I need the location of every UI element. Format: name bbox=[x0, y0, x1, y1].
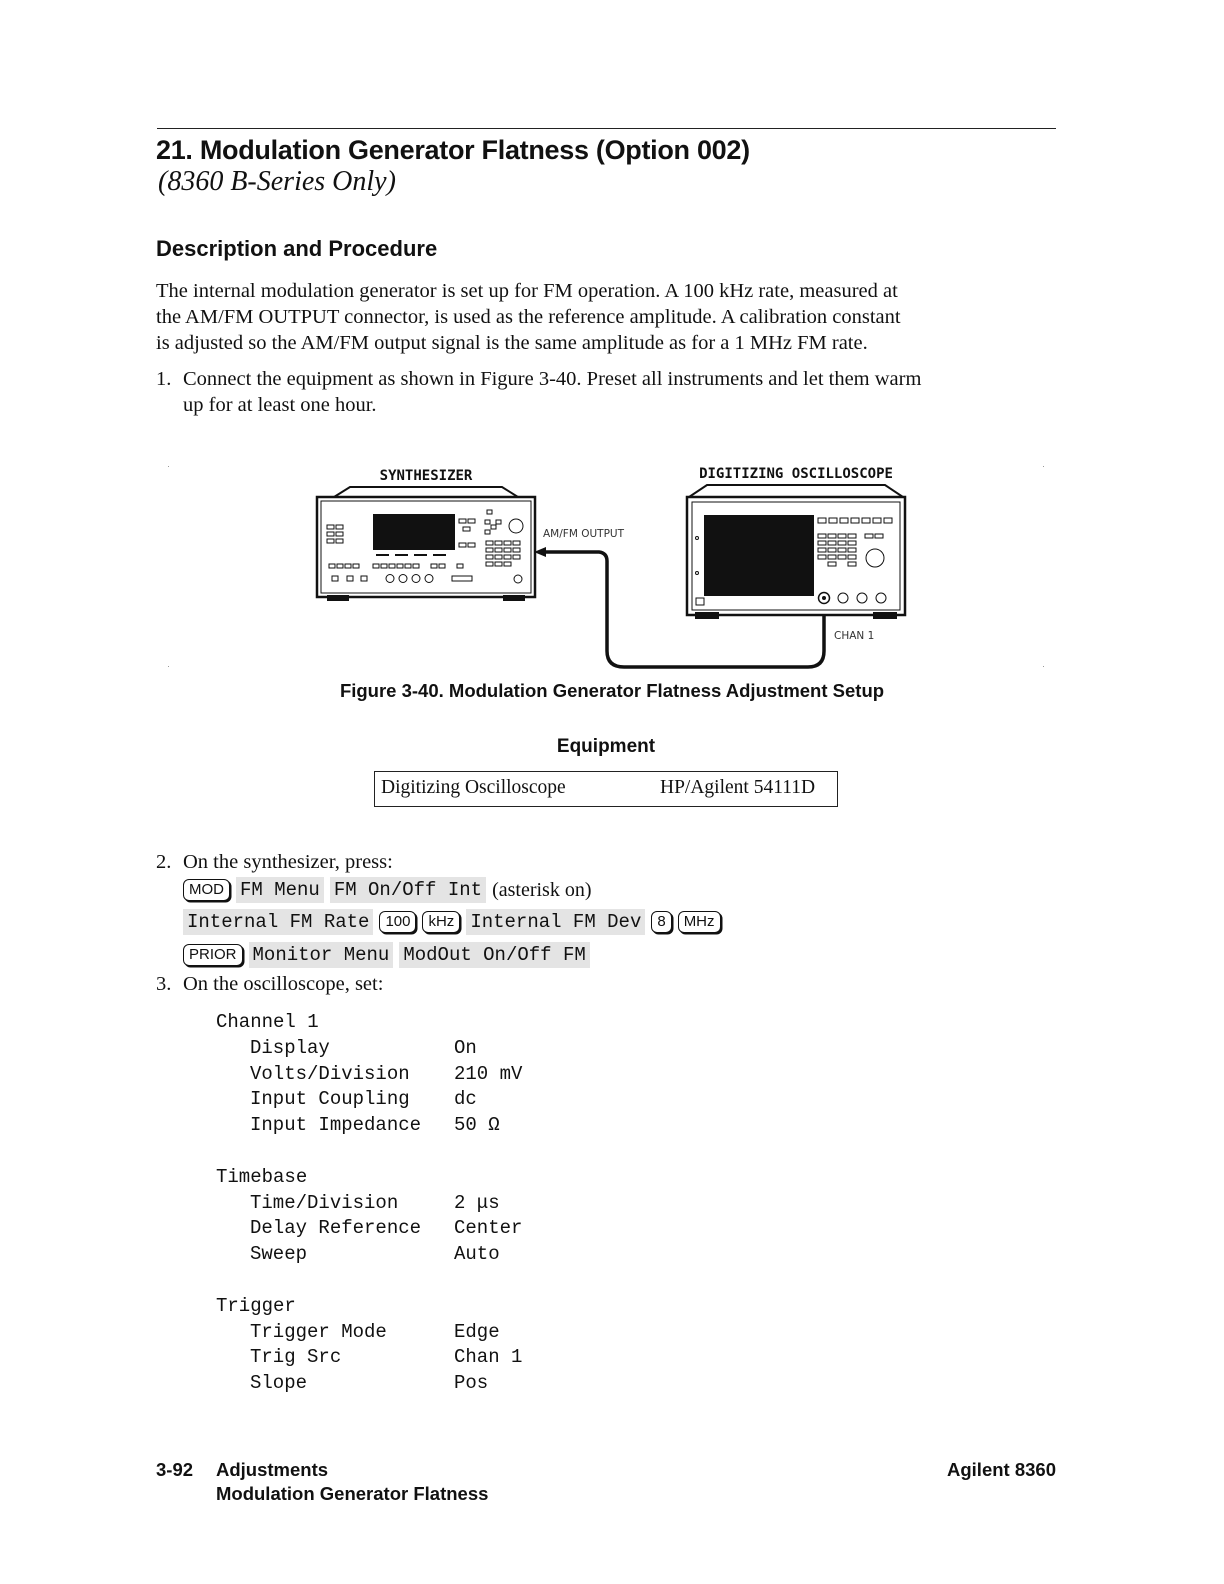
key-sequence-2 bbox=[183, 907, 721, 937]
fm-onoff-softkey[interactable]: FM On/Off Int bbox=[330, 877, 486, 903]
page-subtitle: (8360 B-Series Only) bbox=[158, 166, 396, 197]
setting-key: Volts/Division bbox=[250, 1062, 410, 1085]
setting-row bbox=[216, 1320, 500, 1346]
key-sequence-1 bbox=[183, 875, 591, 905]
monitor-menu-softkey[interactable]: Monitor Menu bbox=[249, 942, 394, 968]
step-2 bbox=[156, 849, 393, 875]
intro-line: the AM/FM OUTPUT connector, is used as the reference amplitude. A calibration constant bbox=[156, 306, 901, 328]
setting-value: dc bbox=[454, 1088, 477, 1111]
oscilloscope-instrument bbox=[687, 485, 905, 619]
setting-value: 210 mV bbox=[454, 1062, 523, 1085]
oscilloscope-settings bbox=[216, 1010, 523, 1397]
setting-row bbox=[216, 1345, 523, 1371]
khz-key[interactable]: kHz bbox=[422, 911, 460, 933]
setting-value: On bbox=[454, 1036, 477, 1059]
setting-value: Chan 1 bbox=[454, 1346, 523, 1369]
internal-fm-dev-softkey[interactable]: Internal FM Dev bbox=[466, 909, 645, 935]
figure-corner-mark bbox=[1043, 666, 1044, 667]
oscilloscope-screen bbox=[704, 515, 814, 596]
figure-corner-mark bbox=[168, 466, 169, 467]
setting-key: Slope bbox=[250, 1372, 308, 1395]
setting-value: 2 μs bbox=[454, 1191, 500, 1214]
settings-group-title: Timebase bbox=[216, 1165, 308, 1188]
key-sequence-3 bbox=[183, 940, 590, 970]
setting-row bbox=[216, 1087, 477, 1113]
setting-row bbox=[216, 1062, 523, 1088]
step-text: On the synthesizer, press: bbox=[183, 851, 393, 873]
step-number: 1. bbox=[156, 368, 172, 390]
footer-page-number: 3-92 bbox=[156, 1459, 194, 1480]
equipment-name: Digitizing Oscilloscope bbox=[381, 777, 566, 798]
footer-section: Adjustments bbox=[216, 1459, 329, 1480]
oscilloscope-label: DIGITIZING OSCILLOSCOPE bbox=[699, 466, 893, 482]
setting-value: 50 Ω bbox=[454, 1114, 500, 1137]
section-heading: Description and Procedure bbox=[156, 236, 438, 261]
setting-row bbox=[216, 1113, 500, 1139]
setting-key: Trigger Mode bbox=[250, 1320, 387, 1343]
setting-row bbox=[216, 1371, 489, 1397]
header-rule bbox=[157, 128, 1056, 129]
step-1-continued: up for at least one hour. bbox=[183, 394, 377, 416]
setting-key: Delay Reference bbox=[250, 1217, 422, 1240]
setting-key: Input Coupling bbox=[250, 1088, 410, 1111]
setting-key: Time/Division bbox=[250, 1191, 399, 1214]
setting-row bbox=[216, 1216, 523, 1242]
fm-menu-softkey[interactable]: FM Menu bbox=[236, 877, 324, 903]
setting-value: Edge bbox=[454, 1320, 500, 1343]
setting-row bbox=[216, 1036, 477, 1062]
setting-key: Input Impedance bbox=[250, 1114, 422, 1137]
internal-fm-rate-softkey[interactable]: Internal FM Rate bbox=[183, 909, 373, 935]
synthesizer-label: SYNTHESIZER bbox=[379, 468, 473, 484]
synthesizer-instrument bbox=[317, 487, 535, 601]
synthesizer-display bbox=[373, 514, 455, 550]
setting-key: Sweep bbox=[250, 1243, 308, 1266]
settings-group-title: Channel 1 bbox=[216, 1011, 319, 1033]
step-1 bbox=[156, 366, 921, 392]
chan1-label: CHAN 1 bbox=[834, 630, 875, 642]
key-note: (asterisk on) bbox=[492, 878, 592, 901]
setting-row bbox=[216, 1242, 500, 1268]
footer-product: Agilent 8360 bbox=[947, 1459, 1056, 1480]
setting-key: Trig Src bbox=[250, 1346, 342, 1369]
prior-key[interactable]: PRIOR bbox=[183, 944, 243, 966]
intro-paragraph bbox=[156, 278, 1056, 356]
page-title: 21. Modulation Generator Flatness (Option 002) bbox=[156, 135, 750, 165]
footer-subsection: Modulation Generator Flatness bbox=[216, 1483, 489, 1504]
am-fm-output-label: AM/FM OUTPUT bbox=[543, 528, 625, 540]
setting-value: Auto bbox=[454, 1243, 500, 1266]
modout-onoff-softkey[interactable]: ModOut On/Off FM bbox=[399, 942, 589, 968]
equipment-heading: Equipment bbox=[556, 736, 656, 757]
mhz-key[interactable]: MHz bbox=[678, 911, 721, 933]
step-number: 2. bbox=[156, 851, 172, 873]
intro-line: The internal modulation generator is set up for FM operation. A 100 kHz rate, measured at bbox=[156, 280, 898, 302]
figure-corner-mark bbox=[1043, 466, 1044, 467]
key-8[interactable]: 8 bbox=[651, 911, 671, 933]
mod-key[interactable]: MOD bbox=[183, 879, 230, 901]
setting-row bbox=[216, 1191, 500, 1217]
figure-corner-mark bbox=[168, 666, 169, 667]
setting-value: Pos bbox=[454, 1372, 489, 1395]
step-text: Connect the equipment as shown in Figure 3-40. Preset all instruments and let them warm bbox=[183, 368, 922, 390]
step-3 bbox=[156, 971, 383, 997]
equipment-table bbox=[374, 771, 838, 807]
setting-key: Display bbox=[250, 1036, 330, 1059]
figure-caption: Figure 3-40. Modulation Generator Flatness Adjustment Setup bbox=[339, 680, 885, 701]
key-100[interactable]: 100 bbox=[379, 911, 416, 933]
settings-group-title: Trigger bbox=[216, 1294, 296, 1317]
equipment-model: HP/Agilent 54111D bbox=[660, 777, 816, 798]
intro-line: is adjusted so the AM/FM output signal is the same amplitude as for a 1 MHz FM rate. bbox=[156, 332, 868, 354]
step-number: 3. bbox=[156, 973, 172, 995]
setting-value: Center bbox=[454, 1217, 523, 1240]
equipment-setup-figure bbox=[165, 455, 1055, 675]
step-text: On the oscilloscope, set: bbox=[183, 973, 384, 995]
